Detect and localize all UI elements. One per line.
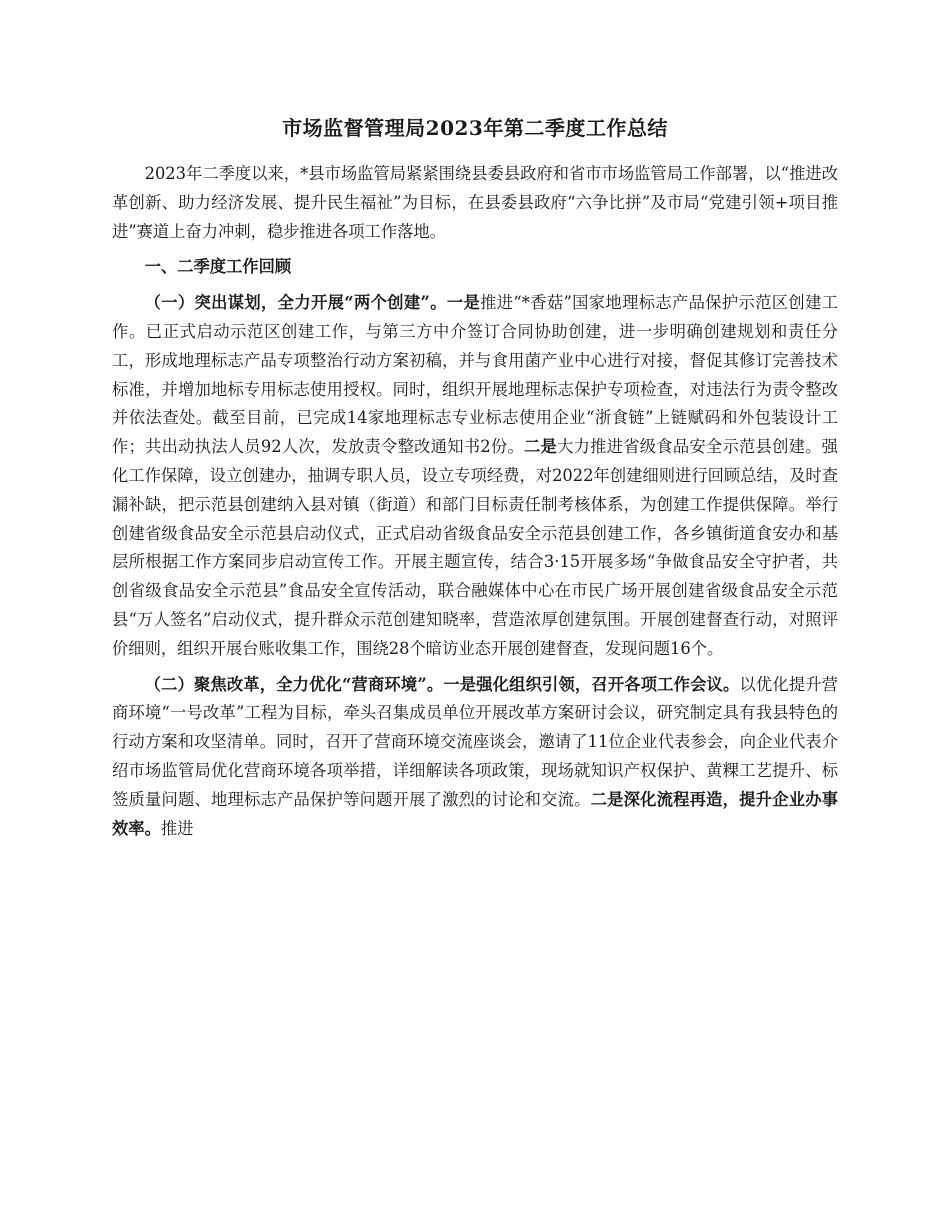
point-two-body: 推进 xyxy=(160,818,194,838)
paragraph-business-environment xyxy=(112,671,838,844)
point-two-label: 二是 xyxy=(523,437,558,457)
point-two-text: 大力推进省级食品安全示范县创建。强化工作保障，设立创建办，抽调专职人员，设立专项经费，对2022年创建细则进行回顾总结，及时查漏补缺，把示范县创建纳入县对镇（街道）和部门目标责任制考核体系，为创建工作提供保障。举行创建省级食品安全示范县启动仪式，正式启动省级食品安全示范县创建工作，各乡镇街道食安办和基层所根据工作方案同步启动宣传工作。开展主题宣传，结合3·15开展多场“争做食品安全守护者，共创省级食品安全示范县”食品安全宣传活动，联合融媒体中心在市民广场开展创建省级食品安全示范县“万人签名”启动仪式，提升群众示范创建知晓率，营造浓厚创建氛围。开展创建督查行动，对照评价细则，组织开展台账收集工作，围绕28个暗访业态开展创建督查，发现问题16个。 xyxy=(112,437,838,658)
subheading-business-environment: （二）聚焦改革，全力优化“营商环境”。 xyxy=(144,674,444,694)
intro-paragraph: 2023年二季度以来，*县市场监管局紧紧围绕县委县政府和省市市场监管局工作部署，以“推进改革创新、助力经济发展、提升民生福祉”为目标，在县委县政府“六争比拼”及市局“党建引领+项目推进”赛道上奋力冲刺，稳步推进各项工作落地。 xyxy=(112,164,838,241)
document-body xyxy=(112,160,838,843)
point-one-heading: 一是强化组织引领，召开各项工作会议。 xyxy=(443,674,740,694)
point-one-label: 一是 xyxy=(446,293,481,313)
subheading-two-creations: （一）突出谋划，全力开展“两个创建”。 xyxy=(144,293,447,313)
point-two-heading: 二是深化流程再造，提升企业办事效率。 xyxy=(112,789,838,838)
section-heading-review: 一、二季度工作回顾 xyxy=(144,257,292,277)
point-one-body: 以优化提升营商环境“一号改革”工程为目标，牵头召集成员单位开展改革方案研讨会议，研究制定具有我县特色的行动方案和攻坚清单。同时，召开了营商环境交流座谈会，邀请了11位企业代表参会，向企业代表介绍市场监管局优化营商环境各项举措，详细解读各项政策，现场就知识产权保护、黄粿工艺提升、标签质量问题、地理标志产品保护等问题开展了激烈的讨论和交流。 xyxy=(112,674,838,809)
paragraph-two-creations xyxy=(112,289,838,663)
document-title: 市场监督管理局2023年第二季度工作总结 xyxy=(282,116,668,140)
point-one-text: 推进“*香菇”国家地理标志产品保护示范区创建工作。已正式启动示范区创建工作，与第三方中介签订合同协助创建，进一步明确创建规划和责任分工，形成地理标志产品专项整治行动方案初稿，并与食用菌产业中心进行对接，督促其修订完善技术标准，并增加地标专用标志使用授权。同时，组织开展地理标志保护专项检查，对违法行为责令整改并依法查处。截至目前，已完成14家地理标志专业标志使用企业“浙食链”上链赋码和外包装设计工作；共出动执法人员92人次，发放责令整改通知书2份。 xyxy=(112,293,838,457)
